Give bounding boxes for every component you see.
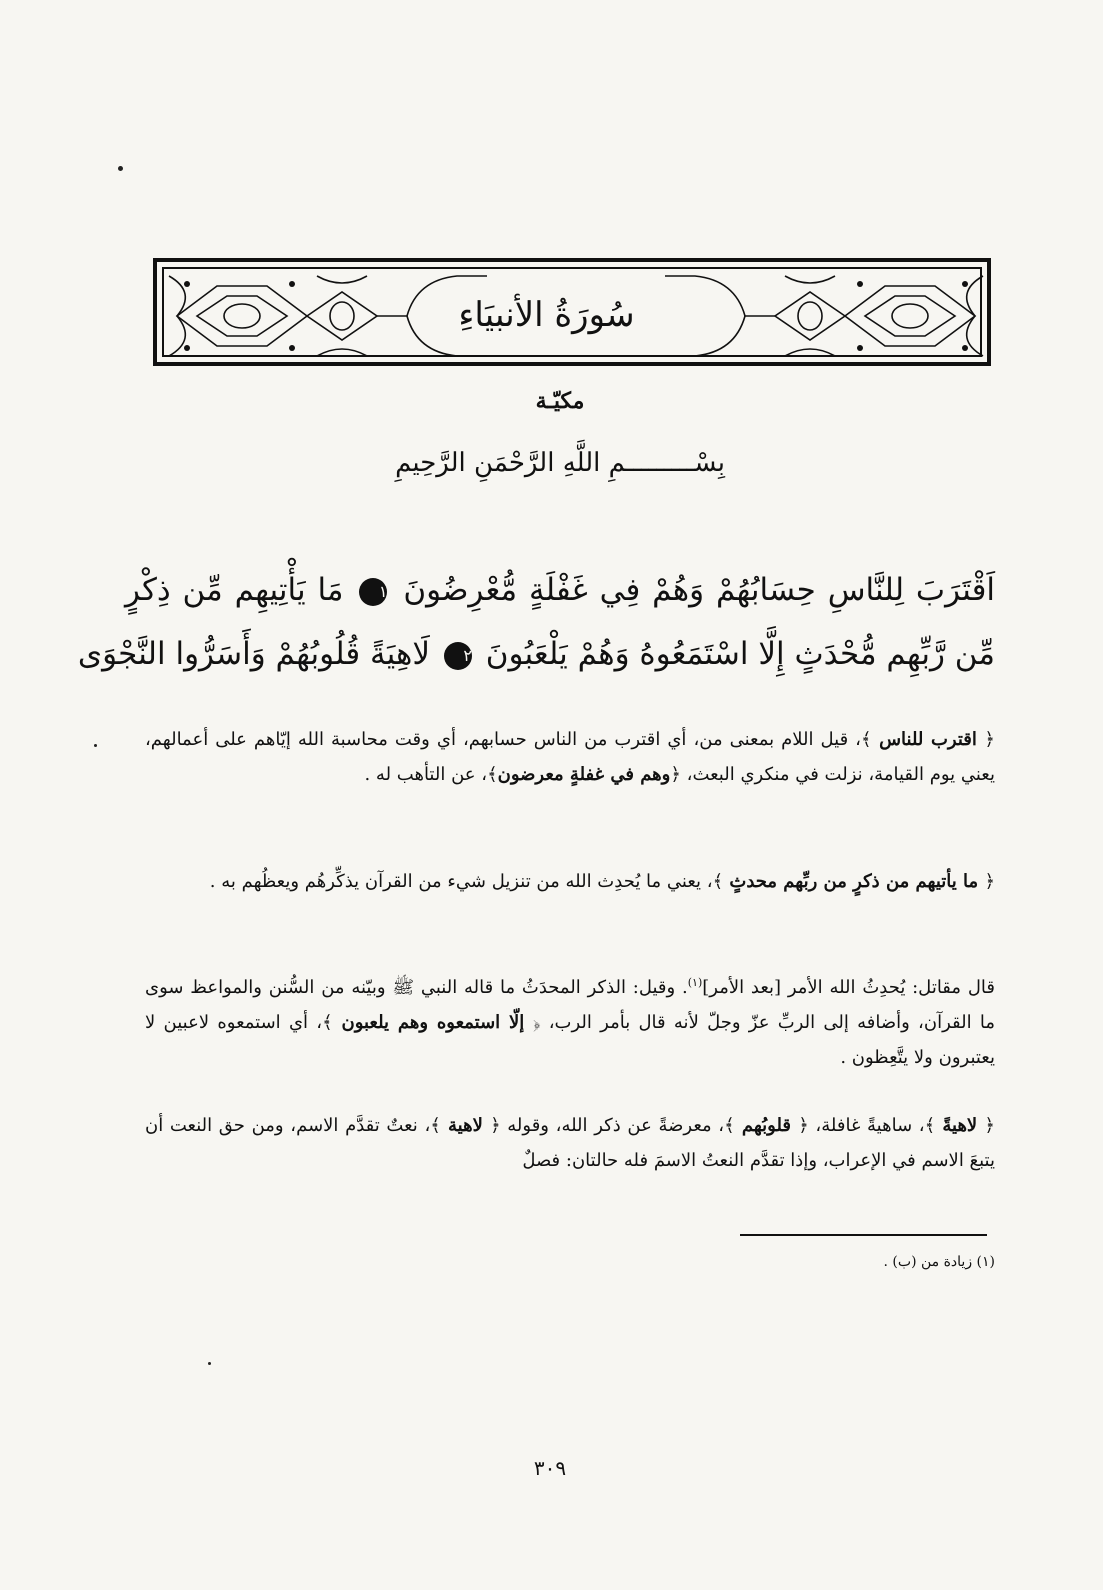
- quoted-verse: ﴿وهم في غفلةٍ معرضون﴾: [487, 764, 681, 785]
- page-number: ٣٠٩: [533, 1456, 567, 1480]
- surah-title: سُورَةُ الأنبيَاءِ: [458, 295, 635, 335]
- basmala: بِسْـــــــــمِ اللَّهِ الرَّحْمَنِ الرَّحِيمِ: [395, 448, 725, 478]
- commentary-text: ، أي استمعوه لاعبين لا يعتبرون ولا يتَّعِظون .: [145, 1012, 995, 1068]
- footnote-marker[interactable]: (١): [687, 976, 703, 989]
- commentary-paragraph: [145, 722, 995, 792]
- verse-line-2: [77, 636, 995, 672]
- quoted-verse: ﴿ لاهيةً ﴾: [924, 1115, 995, 1136]
- quoted-verse: ﴿ ما يأتيهم من ذكرٍ من ربِّهم محدثٍ ﴾: [712, 871, 995, 892]
- footnote-divider: [740, 1234, 987, 1236]
- commentary-text: ، معرضةً عن ذكر الله، وقوله: [500, 1115, 725, 1136]
- commentary-text: ، قيل اللام بمعنى من، أي اقترب من الناس حسابهم، أي وقت محاسبة الله إيّاهم على أعمالهم، يعني يوم القيامة، نزلت في منكري البعث،: [145, 729, 995, 785]
- verse-number: ٢: [444, 642, 472, 670]
- verse-text: اَقْتَرَبَ لِلنَّاسِ حِسَابُهُمْ وَهُمْ فِي غَفْلَةٍ مُّعْرِضُونَ: [403, 572, 995, 608]
- quoted-verse: ﴿ إلّا استمعوه وهم يلعبون ﴾: [322, 1012, 541, 1033]
- quoted-verse: ﴿ لاهية ﴾: [430, 1115, 501, 1136]
- verse-text: لَاهِيَةً قُلُوبُهُمْ وَأَسَرُّوا النَّجْوَى: [77, 636, 431, 672]
- scan-speck: [118, 166, 123, 171]
- commentary-paragraph: [145, 965, 995, 1075]
- verse-number: ١: [359, 578, 387, 606]
- revelation-type: مكيّـة: [535, 388, 585, 414]
- commentary-text: ، ساهيةً غافلة،: [808, 1115, 925, 1136]
- verse-text: مِّن رَّبِّهِم مُّحْدَثٍ إِلَّا اسْتَمَعُوهُ وَهُمْ يَلْعَبُونَ: [485, 636, 995, 672]
- verse-line-1: [125, 572, 995, 608]
- commentary-text: ، يعني ما يُحدِث الله من تنزيل شيء من القرآن يذكِّرهُم ويعظُهم به .: [209, 871, 713, 892]
- quoted-verse: ﴿ اقترب للناس ﴾: [860, 729, 995, 750]
- verse-text: مَا يَأْتِيهِم مِّن ذِكْرٍ: [125, 572, 344, 608]
- quoted-verse: ﴿ قلوبُهم ﴾: [724, 1115, 809, 1136]
- footnote: (١) زيادة من (ب) .: [883, 1254, 995, 1270]
- scan-speck: [208, 1362, 211, 1365]
- commentary-paragraph: [145, 1108, 995, 1178]
- commentary-text: قال مقاتل: يُحدِثُ الله الأمر [بعد الأمر]: [702, 977, 996, 998]
- commentary-text: . وقيل: الذكر المحدَثُ ما قاله النبي ﷺ وبيّنه من السُّنن والمواعظ سوى ما القرآن، وأضافه إلى الربِّ عزّ وجلّ لأنه قال بأمر الرب،: [145, 977, 995, 1033]
- commentary-paragraph: [145, 864, 995, 899]
- scan-speck: [94, 744, 97, 747]
- commentary-text: ، نعتٌ تقدَّم الاسم، ومن حق النعت أن يتبعَ الاسم في الإعراب، وإذا تقدَّم النعتُ الاسمَ فله حالتان: فصلٌ: [145, 1115, 995, 1171]
- commentary-text: ، عن التأهب له .: [364, 764, 488, 785]
